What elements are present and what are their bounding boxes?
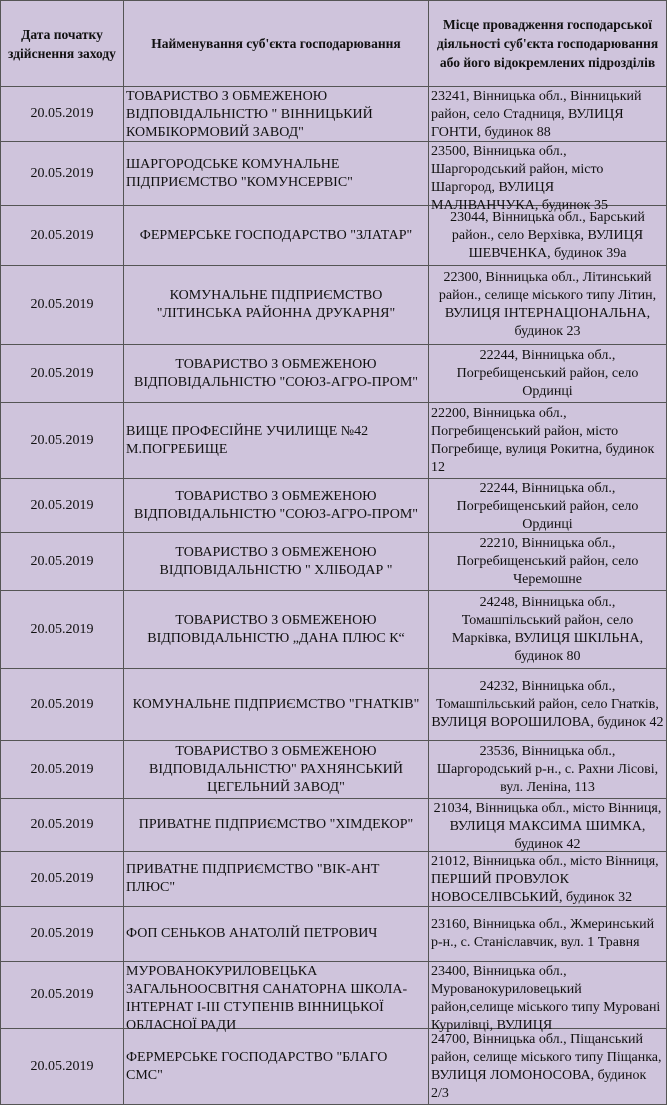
date-cell bbox=[1, 852, 124, 907]
date-cell bbox=[1, 591, 124, 669]
name-cell-text: ТОВАРИСТВО З ОБМЕЖЕНОЮ ВІДПОВІДАЛЬНІСТЮ „ДАНА ПЛЮС К“ bbox=[147, 612, 405, 646]
address-cell-text: 24700, Вінницька обл., Піщанський район, селище міського типу Піщанка, ВУЛИЦЯ ЛОМОНОСОВА, будинок 2/3 bbox=[431, 1031, 662, 1101]
date-cell-text: 20.05.2019 bbox=[30, 365, 94, 381]
table-row bbox=[1, 142, 667, 206]
address-cell-text: 23400, Вінницька обл., Мурованокуриловецький район,селище міського типу Муровані Курилівці, ВУЛИЦЯ bbox=[431, 963, 661, 1033]
table-row bbox=[1, 962, 667, 1029]
name-cell bbox=[124, 799, 429, 852]
date-cell-text: 20.05.2019 bbox=[30, 987, 94, 1002]
address-cell bbox=[429, 142, 667, 213]
name-cell-text: МУРОВАНОКУРИЛОВЕЦЬКА ЗАГАЛЬНООСВІТНЯ САНАТОРНА ШКОЛА-ІНТЕРНАТ І-ІІІ СТУПЕНІВ ВІННИЦЬКОЇ ОБЛАСНОЇ РАДИ bbox=[126, 963, 408, 1033]
name-cell bbox=[124, 206, 429, 266]
address-cell bbox=[429, 479, 667, 533]
table-row bbox=[1, 799, 667, 852]
date-cell bbox=[1, 669, 124, 741]
date-cell-text: 20.05.2019 bbox=[30, 761, 94, 777]
date-cell bbox=[1, 962, 124, 1029]
address-cell bbox=[429, 87, 667, 142]
name-cell-text: ТОВАРИСТВО З ОБМЕЖЕНОЮ ВІДПОВІДАЛЬНІСТЮ " ХЛІБОДАР " bbox=[159, 544, 393, 578]
date-cell-text: 20.05.2019 bbox=[30, 553, 94, 569]
table-row bbox=[1, 345, 667, 403]
date-cell-text: 20.05.2019 bbox=[30, 926, 94, 941]
date-cell-text: 20.05.2019 bbox=[30, 696, 94, 712]
address-cell bbox=[429, 799, 667, 852]
date-cell bbox=[1, 1029, 124, 1105]
name-cell-text: ТОВАРИСТВО З ОБМЕЖЕНОЮ ВІДПОВІДАЛЬНІСТЮ "СОЮЗ-АГРО-ПРОМ" bbox=[133, 356, 419, 390]
address-cell bbox=[429, 403, 667, 479]
address-cell bbox=[429, 266, 667, 345]
address-cell-text: 21034, Вінницька обл., місто Вінниця, ВУЛИЦЯ МАКСИМА ШИМКА, будинок 42 bbox=[433, 800, 662, 852]
date-cell bbox=[1, 345, 124, 403]
date-cell bbox=[1, 533, 124, 591]
address-cell-text: 22244, Вінницька обл., Погребищенський район, село Ординці bbox=[456, 480, 639, 532]
address-cell bbox=[429, 1029, 667, 1105]
name-cell bbox=[124, 479, 429, 533]
table-row bbox=[1, 479, 667, 533]
header-date: Дата початку здійснення заходу bbox=[1, 1, 124, 87]
name-cell bbox=[124, 403, 429, 479]
name-cell-text: КОМУНАЛЬНЕ ПІДПРИЄМСТВО "ГНАТКІВ" bbox=[132, 696, 420, 712]
table-row bbox=[1, 87, 667, 142]
address-cell-text: 22300, Вінницька обл., Літинський район., селище міського типу Літин, ВУЛИЦЯ ІНТЕРНАЦІОНАЛЬНА, будинок 23 bbox=[438, 270, 657, 339]
name-cell-text: КОМУНАЛЬНЕ ПІДПРИЄМСТВО "ЛІТИНСЬКА РАЙОННА ДРУКАРНЯ" bbox=[156, 288, 396, 321]
header-name: Найменування суб'єкта господарювання bbox=[124, 1, 429, 87]
date-cell bbox=[1, 907, 124, 962]
address-cell-text: 23241, Вінницька обл., Вінницький район, село Стадниця, ВУЛИЦЯ ГОНТИ, будинок 88 bbox=[431, 88, 642, 140]
name-cell bbox=[124, 1029, 429, 1105]
address-cell-text: 22210, Вінницька обл., Погребищенський район, село Черемошне bbox=[456, 535, 639, 587]
table-row bbox=[1, 591, 667, 669]
date-cell-text: 20.05.2019 bbox=[30, 297, 94, 312]
date-cell-text: 20.05.2019 bbox=[30, 1058, 94, 1074]
address-cell bbox=[429, 852, 667, 907]
name-cell-text: ФЕРМЕРСЬКЕ ГОСПОДАРСТВО "ЗЛАТАР" bbox=[139, 227, 413, 243]
table-row bbox=[1, 669, 667, 741]
date-cell-text: 20.05.2019 bbox=[30, 497, 94, 513]
address-cell-text: 23536, Вінницька обл., Шаргородський р-н., с. Рахни Лісові, вул. Леніна, 113 bbox=[436, 743, 659, 795]
table-header-row bbox=[1, 1, 667, 87]
address-cell bbox=[429, 907, 667, 962]
name-cell-text: ТОВАРИСТВО З ОБМЕЖЕНОЮ ВІДПОВІДАЛЬНІСТЮ " ВІННИЦЬКИЙ КОМБІКОРМОВИЙ ЗАВОД" bbox=[126, 88, 373, 140]
address-cell bbox=[429, 741, 667, 799]
table-row bbox=[1, 206, 667, 266]
address-cell bbox=[429, 669, 667, 741]
address-cell bbox=[429, 591, 667, 669]
address-cell-text: 23160, Вінницька обл., Жмеринський р-н., с. Станіславчик, вул. 1 Травня bbox=[431, 917, 655, 950]
date-cell-text: 20.05.2019 bbox=[30, 106, 94, 121]
header-address: Місце провадження господарської діяльності суб'єкта господарювання або його відокремлених підрозділів bbox=[429, 1, 667, 87]
address-cell-text: 23044, Вінницька обл., Барський район., село Верхівка, ВУЛИЦЯ ШЕВЧЕНКА, будинок 39а bbox=[450, 209, 645, 261]
name-cell bbox=[124, 962, 429, 1033]
date-cell-text: 20.05.2019 bbox=[30, 227, 94, 243]
date-cell bbox=[1, 266, 124, 345]
date-cell bbox=[1, 479, 124, 533]
date-cell bbox=[1, 403, 124, 479]
date-cell-text: 20.05.2019 bbox=[30, 871, 94, 886]
address-cell-text: 23500, Вінницька обл., Шаргородський район, місто Шаргород, ВУЛИЦЯ МАЛІВАНЧУКА, будинок 35 bbox=[431, 143, 608, 213]
name-cell bbox=[124, 345, 429, 403]
name-cell-text: ТОВАРИСТВО З ОБМЕЖЕНОЮ ВІДПОВІДАЛЬНІСТЮ "СОЮЗ-АГРО-ПРОМ" bbox=[133, 488, 419, 522]
name-cell bbox=[124, 533, 429, 591]
address-cell-text: 24232, Вінницька обл., Томашпільський район, село Гнатків, ВУЛИЦЯ ВОРОШИЛОВА, будинок 42 bbox=[431, 678, 664, 730]
name-cell-text: ФОП СЕНЬКОВ АНАТОЛІЙ ПЕТРОВИЧ bbox=[126, 926, 378, 941]
table-row bbox=[1, 741, 667, 799]
date-cell bbox=[1, 206, 124, 266]
name-cell bbox=[124, 741, 429, 799]
name-cell-text: ВИЩЕ ПРОФЕСІЙНЕ УЧИЛИЩЕ №42 М.ПОГРЕБИЩЕ bbox=[126, 423, 369, 457]
name-cell bbox=[124, 852, 429, 907]
name-cell bbox=[124, 142, 429, 206]
name-cell-text: ПРИВАТНЕ ПІДПРИЄМСТВО "ВІК-АНТ ПЛЮС" bbox=[126, 862, 380, 895]
table-row bbox=[1, 1029, 667, 1105]
name-cell bbox=[124, 591, 429, 669]
name-cell bbox=[124, 87, 429, 142]
date-cell-text: 20.05.2019 bbox=[30, 621, 94, 637]
name-cell-text: ПРИВАТНЕ ПІДПРИЄМСТВО "ХІМДЕКОР" bbox=[138, 817, 414, 832]
address-cell-text: 21012, Вінницька обл., місто Вінниця, ПЕРШИЙ ПРОВУЛОК НОВОСЕЛІВСЬКИЙ, будинок 32 bbox=[431, 853, 659, 905]
date-cell bbox=[1, 142, 124, 206]
address-cell bbox=[429, 533, 667, 591]
name-cell-text: ФЕРМЕРСЬКЕ ГОСПОДАРСТВО "БЛАГО СМС" bbox=[126, 1049, 388, 1083]
date-cell-text: 20.05.2019 bbox=[30, 165, 94, 181]
table-row bbox=[1, 907, 667, 962]
name-cell bbox=[124, 669, 429, 741]
address-cell-text: 22200, Вінницька обл., Погребищенський район, місто Погребище, вулиця Рокитна, будинок 12 bbox=[431, 405, 655, 475]
table-row bbox=[1, 403, 667, 479]
name-cell-text: ШАРГОРОДСЬКЕ КОМУНАЛЬНЕ ПІДПРИЄМСТВО "КОМУНСЕРВІС" bbox=[126, 156, 353, 190]
address-cell-text: 24248, Вінницька обл., Томашпільський район, село Марківка, ВУЛИЦЯ ШКІЛЬНА, будинок 80 bbox=[451, 594, 644, 664]
table-row bbox=[1, 533, 667, 591]
date-cell-text: 20.05.2019 bbox=[30, 817, 94, 832]
date-cell bbox=[1, 87, 124, 142]
date-cell bbox=[1, 741, 124, 799]
table-row bbox=[1, 266, 667, 345]
address-cell-text: 22244, Вінницька обл., Погребищенський район, село Ординці bbox=[456, 347, 639, 399]
address-cell bbox=[429, 206, 667, 266]
date-cell-text: 20.05.2019 bbox=[30, 432, 94, 448]
name-cell bbox=[124, 266, 429, 345]
date-cell bbox=[1, 799, 124, 852]
address-cell bbox=[429, 345, 667, 403]
name-cell bbox=[124, 907, 429, 962]
address-cell bbox=[429, 962, 667, 1033]
name-cell-text: ТОВАРИСТВО З ОБМЕЖЕНОЮ ВІДПОВІДАЛЬНІСТЮ" РАХНЯНСЬКИЙ ЦЕГЕЛЬНИЙ ЗАВОД" bbox=[149, 743, 403, 795]
table-row bbox=[1, 852, 667, 907]
